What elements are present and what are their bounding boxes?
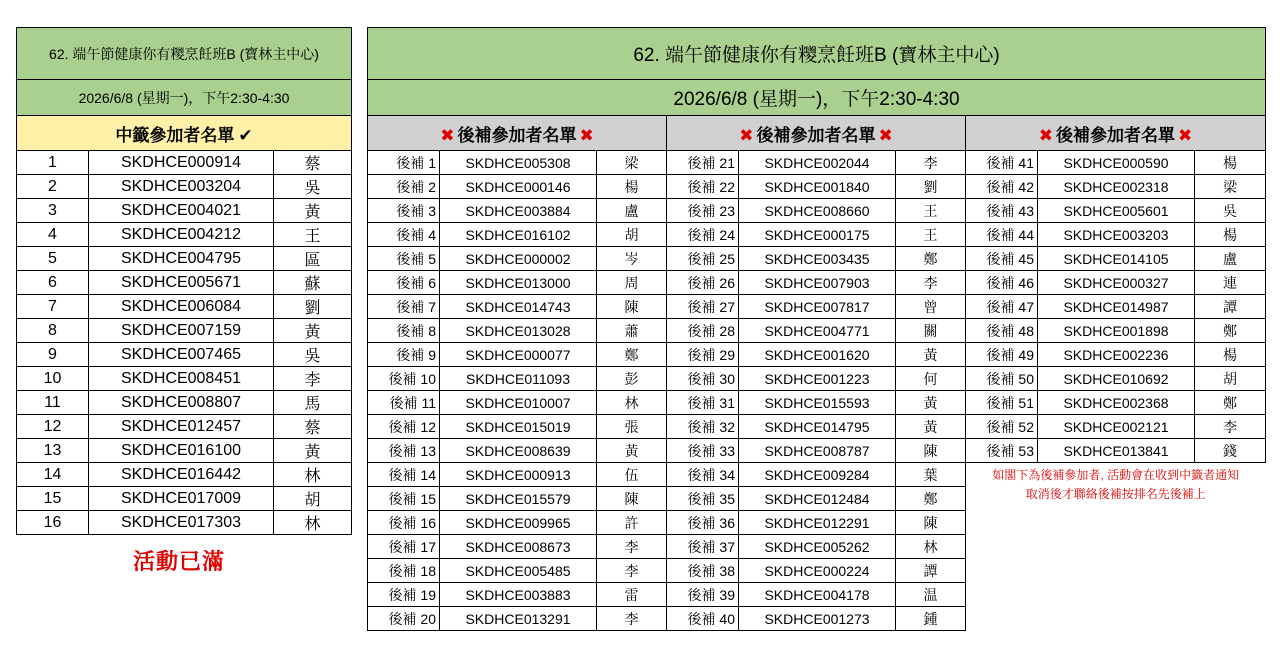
x-icon: ✖ bbox=[739, 125, 754, 145]
winner-number: 15 bbox=[17, 487, 89, 511]
winner-code: SKDHCE012457 bbox=[89, 415, 274, 439]
winner-row bbox=[17, 415, 352, 439]
waitlist-name: 雷 bbox=[597, 583, 667, 607]
event-datetime: 2026/6/8 (星期一)，下午2:30-4:30 bbox=[368, 80, 1266, 116]
winner-name: 吳 bbox=[274, 343, 352, 367]
waitlist-label: 後補 8 bbox=[368, 319, 440, 343]
event-full-label: 活動已滿 bbox=[133, 549, 226, 574]
waitlist-label: 後補 46 bbox=[966, 271, 1038, 295]
waitlist-name: 錢 bbox=[1195, 439, 1266, 463]
waitlist-label: 後補 43 bbox=[966, 199, 1038, 223]
winner-row bbox=[17, 463, 352, 487]
waitlist-label: 後補 24 bbox=[667, 223, 739, 247]
waitlist-name: 黃 bbox=[597, 439, 667, 463]
winner-number: 7 bbox=[17, 295, 89, 319]
waitlist-label: 後補 32 bbox=[667, 415, 739, 439]
waitlist-code: SKDHCE012484 bbox=[739, 487, 896, 511]
waitlist-name: 李 bbox=[597, 607, 667, 631]
waitlist-code: SKDHCE002044 bbox=[739, 151, 896, 175]
waitlist-header bbox=[966, 116, 1266, 151]
winner-name: 蘇 bbox=[274, 271, 352, 295]
waitlist-row bbox=[368, 175, 1266, 199]
waitlist-code: SKDHCE013291 bbox=[440, 607, 597, 631]
waitlist-code: SKDHCE001273 bbox=[739, 607, 896, 631]
waitlist-code: SKDHCE005485 bbox=[440, 559, 597, 583]
waitlist-label: 後補 3 bbox=[368, 199, 440, 223]
empty-cell bbox=[966, 535, 1266, 559]
waitlist-name: 鄭 bbox=[896, 487, 966, 511]
waitlist-name: 岑 bbox=[597, 247, 667, 271]
waitlist-label: 後補 10 bbox=[368, 367, 440, 391]
waitlist-code: SKDHCE005308 bbox=[440, 151, 597, 175]
waitlist-name: 鄭 bbox=[896, 247, 966, 271]
winner-row bbox=[17, 247, 352, 271]
waitlist-name: 黃 bbox=[896, 391, 966, 415]
waitlist-name: 楊 bbox=[1195, 223, 1266, 247]
winner-name: 蔡 bbox=[274, 151, 352, 175]
waitlist-label: 後補 17 bbox=[368, 535, 440, 559]
waitlist-label: 後補 20 bbox=[368, 607, 440, 631]
waitlist-note-line: 取消後才聯絡後補按排名先後補上 bbox=[1025, 487, 1206, 501]
waitlist-label: 後補 19 bbox=[368, 583, 440, 607]
waitlist-label: 後補 36 bbox=[667, 511, 739, 535]
waitlist-row bbox=[368, 559, 1266, 583]
waitlist-code: SKDHCE001898 bbox=[1038, 319, 1195, 343]
waitlist-code: SKDHCE002236 bbox=[1038, 343, 1195, 367]
waitlist-name: 伍 bbox=[597, 463, 667, 487]
winner-name: 蔡 bbox=[274, 415, 352, 439]
winner-row bbox=[17, 223, 352, 247]
waitlist-label: 後補 50 bbox=[966, 367, 1038, 391]
waitlist-label: 後補 15 bbox=[368, 487, 440, 511]
waitlist-code: SKDHCE015579 bbox=[440, 487, 597, 511]
waitlist-code: SKDHCE016102 bbox=[440, 223, 597, 247]
winner-row bbox=[17, 367, 352, 391]
waitlist-row bbox=[368, 535, 1266, 559]
waitlist-name: 盧 bbox=[597, 199, 667, 223]
waitlist-label: 後補 16 bbox=[368, 511, 440, 535]
waitlist-label: 後補 5 bbox=[368, 247, 440, 271]
waitlist-row bbox=[368, 583, 1266, 607]
waitlist-label: 後補 31 bbox=[667, 391, 739, 415]
waitlist-code: SKDHCE009284 bbox=[739, 463, 896, 487]
waitlist-code: SKDHCE000002 bbox=[440, 247, 597, 271]
x-icon: ✖ bbox=[878, 125, 893, 145]
waitlist-name: 黃 bbox=[896, 415, 966, 439]
waitlist-code: SKDHCE013028 bbox=[440, 319, 597, 343]
winner-number: 4 bbox=[17, 223, 89, 247]
waitlist-label: 後補 33 bbox=[667, 439, 739, 463]
winner-code: SKDHCE016100 bbox=[89, 439, 274, 463]
waitlist-code: SKDHCE003435 bbox=[739, 247, 896, 271]
waitlist-label: 後補 51 bbox=[966, 391, 1038, 415]
winner-number: 1 bbox=[17, 151, 89, 175]
waitlist-note-line: 如閣下為後補參加者, 活動會在收到中籤者通知 bbox=[992, 468, 1240, 482]
waitlist-label: 後補 53 bbox=[966, 439, 1038, 463]
waitlist-label: 後補 34 bbox=[667, 463, 739, 487]
winner-code: SKDHCE005671 bbox=[89, 271, 274, 295]
waitlist-code: SKDHCE001620 bbox=[739, 343, 896, 367]
waitlist-name: 周 bbox=[597, 271, 667, 295]
waitlist-name: 陳 bbox=[896, 439, 966, 463]
winner-name: 劉 bbox=[274, 295, 352, 319]
waitlist-name: 許 bbox=[597, 511, 667, 535]
waitlist-name: 楊 bbox=[597, 175, 667, 199]
waitlist-code: SKDHCE005262 bbox=[739, 535, 896, 559]
winners-header-label: 中籤參加者名單 bbox=[115, 125, 235, 145]
waitlist-code: SKDHCE015019 bbox=[440, 415, 597, 439]
waitlist-label: 後補 14 bbox=[368, 463, 440, 487]
waitlist-code: SKDHCE011093 bbox=[440, 367, 597, 391]
waitlist-name: 何 bbox=[896, 367, 966, 391]
waitlist-label: 後補 6 bbox=[368, 271, 440, 295]
waitlist-label: 後補 11 bbox=[368, 391, 440, 415]
waitlist-name: 彭 bbox=[597, 367, 667, 391]
waitlist-code: SKDHCE001223 bbox=[739, 367, 896, 391]
waitlist-row bbox=[368, 151, 1266, 175]
waitlist-row bbox=[368, 199, 1266, 223]
waitlist-label: 後補 1 bbox=[368, 151, 440, 175]
waitlist-code: SKDHCE014795 bbox=[739, 415, 896, 439]
waitlist-code: SKDHCE012291 bbox=[739, 511, 896, 535]
waitlist-label: 後補 7 bbox=[368, 295, 440, 319]
waitlist-code: SKDHCE000224 bbox=[739, 559, 896, 583]
waitlist-name: 譚 bbox=[1195, 295, 1266, 319]
winner-code: SKDHCE016442 bbox=[89, 463, 274, 487]
x-icon: ✖ bbox=[1178, 125, 1193, 145]
waitlist-code: SKDHCE008787 bbox=[739, 439, 896, 463]
waitlist-note bbox=[966, 463, 1266, 535]
waitlist-code: SKDHCE000327 bbox=[1038, 271, 1195, 295]
waitlist-label: 後補 13 bbox=[368, 439, 440, 463]
waitlist-name: 蕭 bbox=[597, 319, 667, 343]
waitlist-header-label: 後補參加者名單 bbox=[1056, 125, 1175, 145]
winner-number: 3 bbox=[17, 199, 89, 223]
winner-code: SKDHCE004212 bbox=[89, 223, 274, 247]
waitlist-name: 陳 bbox=[597, 295, 667, 319]
waitlist-name: 王 bbox=[896, 199, 966, 223]
waitlist-label: 後補 22 bbox=[667, 175, 739, 199]
waitlist-name: 曾 bbox=[896, 295, 966, 319]
waitlist-code: SKDHCE003883 bbox=[440, 583, 597, 607]
winners-table bbox=[16, 27, 352, 535]
waitlist-label: 後補 28 bbox=[667, 319, 739, 343]
waitlist-label: 後補 26 bbox=[667, 271, 739, 295]
check-icon: ✔ bbox=[238, 125, 253, 145]
winner-name: 林 bbox=[274, 463, 352, 487]
waitlist-code: SKDHCE004178 bbox=[739, 583, 896, 607]
waitlist-code: SKDHCE013000 bbox=[440, 271, 597, 295]
waitlist-row bbox=[368, 415, 1266, 439]
winner-number: 13 bbox=[17, 439, 89, 463]
waitlist-name: 鄭 bbox=[597, 343, 667, 367]
waitlist-name: 盧 bbox=[1195, 247, 1266, 271]
waitlist-name: 譚 bbox=[896, 559, 966, 583]
waitlist-code: SKDHCE008673 bbox=[440, 535, 597, 559]
winner-name: 黃 bbox=[274, 319, 352, 343]
waitlist-code: SKDHCE014987 bbox=[1038, 295, 1195, 319]
waitlist-code: SKDHCE015593 bbox=[739, 391, 896, 415]
waitlist-label: 後補 25 bbox=[667, 247, 739, 271]
waitlist-name: 劉 bbox=[896, 175, 966, 199]
winner-code: SKDHCE000914 bbox=[89, 151, 274, 175]
waitlist-name: 胡 bbox=[1195, 367, 1266, 391]
waitlist-name: 連 bbox=[1195, 271, 1266, 295]
winner-row bbox=[17, 271, 352, 295]
waitlist-row bbox=[368, 271, 1266, 295]
winners-header bbox=[17, 116, 352, 151]
waitlist-code: SKDHCE010007 bbox=[440, 391, 597, 415]
empty-cell bbox=[966, 583, 1266, 607]
waitlist-label: 後補 40 bbox=[667, 607, 739, 631]
waitlist-name: 關 bbox=[896, 319, 966, 343]
waitlist-label: 後補 47 bbox=[966, 295, 1038, 319]
waitlist-name: 李 bbox=[896, 271, 966, 295]
waitlist-code: SKDHCE000146 bbox=[440, 175, 597, 199]
waitlist-code: SKDHCE010692 bbox=[1038, 367, 1195, 391]
winner-code: SKDHCE017009 bbox=[89, 487, 274, 511]
waitlist-code: SKDHCE008639 bbox=[440, 439, 597, 463]
waitlist-header-label: 後補參加者名單 bbox=[756, 125, 876, 145]
event-title: 62. 端午節健康你有糭烹飪班B (寶林主中心) bbox=[368, 28, 1266, 80]
waitlist-row bbox=[368, 607, 1266, 631]
waitlist-label: 後補 23 bbox=[667, 199, 739, 223]
winner-number: 2 bbox=[17, 175, 89, 199]
winner-name: 黃 bbox=[274, 199, 352, 223]
waitlist-code: SKDHCE000913 bbox=[440, 463, 597, 487]
waitlist-code: SKDHCE003884 bbox=[440, 199, 597, 223]
waitlist-name: 陳 bbox=[896, 511, 966, 535]
waitlist-name: 葉 bbox=[896, 463, 966, 487]
waitlist-row bbox=[368, 295, 1266, 319]
waitlist-code: SKDHCE005601 bbox=[1038, 199, 1195, 223]
waitlist-header bbox=[368, 116, 667, 151]
waitlist-name: 林 bbox=[597, 391, 667, 415]
waitlist-name: 李 bbox=[896, 151, 966, 175]
waitlist-name: 鍾 bbox=[896, 607, 966, 631]
waitlist-row bbox=[368, 463, 1266, 487]
waitlist-name: 李 bbox=[597, 535, 667, 559]
winner-name: 馬 bbox=[274, 391, 352, 415]
waitlist-code: SKDHCE009965 bbox=[440, 511, 597, 535]
waitlist-label: 後補 4 bbox=[368, 223, 440, 247]
waitlist-name: 李 bbox=[1195, 415, 1266, 439]
waitlist-code: SKDHCE014743 bbox=[440, 295, 597, 319]
winner-name: 黃 bbox=[274, 439, 352, 463]
waitlist-label: 後補 2 bbox=[368, 175, 440, 199]
winner-code: SKDHCE006084 bbox=[89, 295, 274, 319]
waitlist-code: SKDHCE000077 bbox=[440, 343, 597, 367]
waitlist-code: SKDHCE014105 bbox=[1038, 247, 1195, 271]
waitlist-name: 胡 bbox=[597, 223, 667, 247]
winner-row bbox=[17, 199, 352, 223]
waitlist-code: SKDHCE004771 bbox=[739, 319, 896, 343]
waitlist-label: 後補 45 bbox=[966, 247, 1038, 271]
winner-code: SKDHCE017303 bbox=[89, 511, 274, 535]
waitlist-code: SKDHCE013841 bbox=[1038, 439, 1195, 463]
waitlist-label: 後補 44 bbox=[966, 223, 1038, 247]
winner-code: SKDHCE004795 bbox=[89, 247, 274, 271]
winner-number: 9 bbox=[17, 343, 89, 367]
winner-number: 14 bbox=[17, 463, 89, 487]
waitlist-row bbox=[368, 391, 1266, 415]
x-icon: ✖ bbox=[440, 125, 455, 145]
waitlist-label: 後補 27 bbox=[667, 295, 739, 319]
waitlist-name: 李 bbox=[597, 559, 667, 583]
waitlist-row bbox=[368, 319, 1266, 343]
winner-code: SKDHCE008451 bbox=[89, 367, 274, 391]
waitlist-name: 張 bbox=[597, 415, 667, 439]
winner-code: SKDHCE007465 bbox=[89, 343, 274, 367]
winner-row bbox=[17, 343, 352, 367]
waitlist-label: 後補 9 bbox=[368, 343, 440, 367]
waitlist-header-label: 後補參加者名單 bbox=[457, 125, 577, 145]
waitlist-name: 王 bbox=[896, 223, 966, 247]
empty-cell bbox=[966, 607, 1266, 631]
winner-number: 6 bbox=[17, 271, 89, 295]
empty-cell bbox=[966, 559, 1266, 583]
x-icon: ✖ bbox=[579, 125, 594, 145]
waitlist-name: 楊 bbox=[1195, 151, 1266, 175]
waitlist-code: SKDHCE000590 bbox=[1038, 151, 1195, 175]
winner-name: 林 bbox=[274, 511, 352, 535]
winner-name: 吳 bbox=[274, 175, 352, 199]
winner-number: 10 bbox=[17, 367, 89, 391]
waitlist-label: 後補 37 bbox=[667, 535, 739, 559]
waitlist-name: 温 bbox=[896, 583, 966, 607]
winner-number: 12 bbox=[17, 415, 89, 439]
x-icon: ✖ bbox=[1038, 125, 1053, 145]
waitlist-name: 梁 bbox=[597, 151, 667, 175]
waitlist-header bbox=[667, 116, 966, 151]
event-title: 62. 端午節健康你有糭烹飪班B (寶林主中心) bbox=[17, 28, 352, 80]
waitlist-label: 後補 41 bbox=[966, 151, 1038, 175]
winner-row bbox=[17, 151, 352, 175]
winner-number: 8 bbox=[17, 319, 89, 343]
waitlist-name: 黃 bbox=[896, 343, 966, 367]
waitlist-label: 後補 42 bbox=[966, 175, 1038, 199]
waitlist-code: SKDHCE000175 bbox=[739, 223, 896, 247]
waitlist-row bbox=[368, 343, 1266, 367]
waitlist-code: SKDHCE002318 bbox=[1038, 175, 1195, 199]
waitlist-name: 梁 bbox=[1195, 175, 1266, 199]
winner-row bbox=[17, 487, 352, 511]
waitlist-label: 後補 30 bbox=[667, 367, 739, 391]
waitlist-label: 後補 29 bbox=[667, 343, 739, 367]
waitlist-table bbox=[367, 27, 1266, 631]
waitlist-label: 後補 12 bbox=[368, 415, 440, 439]
winner-code: SKDHCE004021 bbox=[89, 199, 274, 223]
winner-number: 11 bbox=[17, 391, 89, 415]
event-datetime: 2026/6/8 (星期一)，下午2:30-4:30 bbox=[17, 80, 352, 116]
winner-code: SKDHCE008807 bbox=[89, 391, 274, 415]
waitlist-row bbox=[368, 367, 1266, 391]
waitlist-code: SKDHCE001840 bbox=[739, 175, 896, 199]
winner-row bbox=[17, 319, 352, 343]
winner-number: 5 bbox=[17, 247, 89, 271]
waitlist-code: SKDHCE008660 bbox=[739, 199, 896, 223]
winner-name: 李 bbox=[274, 367, 352, 391]
winner-number: 16 bbox=[17, 511, 89, 535]
waitlist-name: 鄭 bbox=[1195, 319, 1266, 343]
winner-row bbox=[17, 295, 352, 319]
waitlist-label: 後補 21 bbox=[667, 151, 739, 175]
waitlist-name: 鄭 bbox=[1195, 391, 1266, 415]
waitlist-row bbox=[368, 439, 1266, 463]
winner-name: 胡 bbox=[274, 487, 352, 511]
winner-code: SKDHCE007159 bbox=[89, 319, 274, 343]
waitlist-code: SKDHCE007903 bbox=[739, 271, 896, 295]
waitlist-row bbox=[368, 247, 1266, 271]
winner-row bbox=[17, 391, 352, 415]
waitlist-label: 後補 39 bbox=[667, 583, 739, 607]
waitlist-code: SKDHCE002121 bbox=[1038, 415, 1195, 439]
waitlist-label: 後補 38 bbox=[667, 559, 739, 583]
waitlist-code: SKDHCE003203 bbox=[1038, 223, 1195, 247]
waitlist-name: 陳 bbox=[597, 487, 667, 511]
waitlist-label: 後補 35 bbox=[667, 487, 739, 511]
waitlist-label: 後補 48 bbox=[966, 319, 1038, 343]
winner-name: 區 bbox=[274, 247, 352, 271]
waitlist-name: 林 bbox=[896, 535, 966, 559]
waitlist-name: 吳 bbox=[1195, 199, 1266, 223]
waitlist-code: SKDHCE007817 bbox=[739, 295, 896, 319]
winner-name: 王 bbox=[274, 223, 352, 247]
winner-code: SKDHCE003204 bbox=[89, 175, 274, 199]
waitlist-label: 後補 49 bbox=[966, 343, 1038, 367]
waitlist-name: 楊 bbox=[1195, 343, 1266, 367]
winner-row bbox=[17, 439, 352, 463]
waitlist-row bbox=[368, 223, 1266, 247]
winner-row bbox=[17, 511, 352, 535]
waitlist-label: 後補 18 bbox=[368, 559, 440, 583]
waitlist-label: 後補 52 bbox=[966, 415, 1038, 439]
winner-row bbox=[17, 175, 352, 199]
waitlist-code: SKDHCE002368 bbox=[1038, 391, 1195, 415]
